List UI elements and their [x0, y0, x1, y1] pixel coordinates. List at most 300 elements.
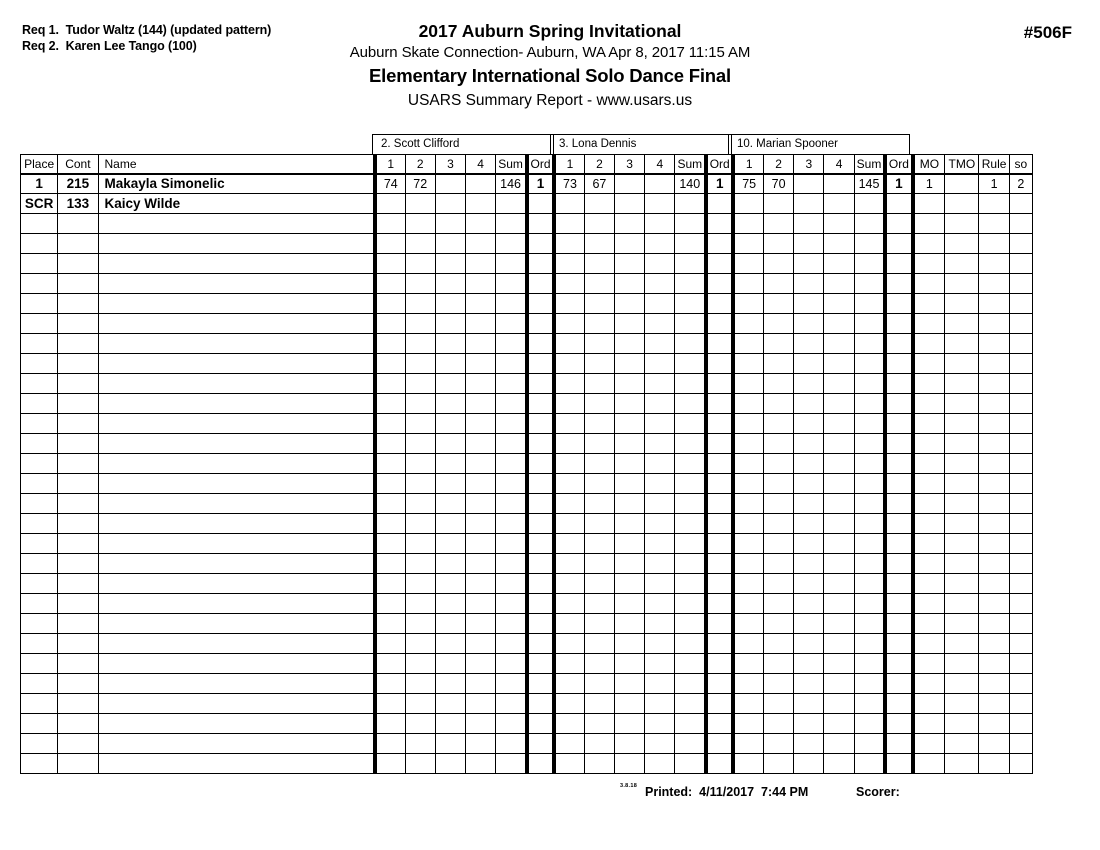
cell-tmo — [945, 634, 979, 654]
table-row-empty[interactable] — [21, 274, 1033, 294]
cell-judge1-mark1 — [375, 614, 405, 634]
column-header-so: so — [1009, 155, 1032, 174]
cell-cont: 133 — [58, 194, 98, 214]
cell-judge1-mark2 — [405, 474, 435, 494]
cell-judge3-mark2 — [764, 274, 794, 294]
cell-judge1-mark4 — [466, 574, 496, 594]
cell-place — [21, 534, 58, 554]
cell-tmo — [945, 434, 979, 454]
printed-timestamp: Printed: 4/11/2017 7:44 PM — [645, 785, 809, 799]
cell-judge2-mark2 — [584, 274, 614, 294]
cell-judge3-mark1 — [733, 294, 763, 314]
cell-judge1-mark2 — [405, 214, 435, 234]
cell-so — [1009, 294, 1032, 314]
cell-judge3-mark4 — [824, 174, 854, 194]
scorer-label: Scorer: — [856, 785, 900, 799]
cell-judge2-mark4 — [645, 514, 675, 534]
cell-judge2-mark3 — [615, 734, 645, 754]
cell-rule — [979, 754, 1009, 774]
cell-judge3-mark2 — [764, 254, 794, 274]
cell-judge2-mark1 — [554, 514, 584, 534]
cell-judge1-mark3 — [435, 694, 465, 714]
cell-judge1-mark1: 74 — [375, 174, 405, 194]
cell-judge2-sum — [675, 694, 706, 714]
cell-tmo — [945, 674, 979, 694]
cell-mo — [913, 254, 945, 274]
cell-judge1-mark1 — [375, 494, 405, 514]
cell-cont — [58, 214, 98, 234]
cell-name — [98, 234, 375, 254]
cell-judge2-mark1 — [554, 614, 584, 634]
column-header-judge3-mark1: 1 — [733, 155, 763, 174]
cell-judge1-mark3 — [435, 614, 465, 634]
cell-tmo — [945, 394, 979, 414]
cell-judge2-ord — [706, 274, 733, 294]
cell-judge1-sum — [496, 234, 527, 254]
column-header-judge3-mark4: 4 — [824, 155, 854, 174]
cell-judge1-sum — [496, 314, 527, 334]
cell-place — [21, 634, 58, 654]
cell-judge2-ord — [706, 694, 733, 714]
cell-place — [21, 594, 58, 614]
cell-judge1-sum — [496, 294, 527, 314]
cell-judge1-mark3 — [435, 594, 465, 614]
cell-judge3-sum — [854, 294, 885, 314]
cell-judge2-mark2 — [584, 574, 614, 594]
cell-judge1-mark1 — [375, 294, 405, 314]
table-row-empty[interactable] — [21, 514, 1033, 534]
cell-judge1-mark4 — [466, 414, 496, 434]
cell-judge2-sum — [675, 654, 706, 674]
cell-judge2-sum — [675, 454, 706, 474]
cell-mo — [913, 514, 945, 534]
table-row-empty[interactable] — [21, 534, 1033, 554]
table-row-empty[interactable] — [21, 574, 1033, 594]
cell-name — [98, 354, 375, 374]
table-row[interactable] — [21, 174, 1033, 194]
table-row-empty[interactable] — [21, 674, 1033, 694]
cell-judge1-mark1 — [375, 414, 405, 434]
cell-judge3-mark2 — [764, 334, 794, 354]
cell-judge2-mark2 — [584, 714, 614, 734]
cell-judge2-ord — [706, 334, 733, 354]
cell-judge1-mark1 — [375, 674, 405, 694]
table-row-empty[interactable] — [21, 634, 1033, 654]
cell-cont — [58, 734, 98, 754]
cell-judge3-mark1 — [733, 674, 763, 694]
cell-judge3-ord — [885, 194, 912, 214]
cell-judge3-mark2 — [764, 534, 794, 554]
cell-judge2-mark3 — [615, 414, 645, 434]
cell-mo — [913, 534, 945, 554]
cell-judge3-ord — [885, 654, 912, 674]
cell-mo — [913, 274, 945, 294]
cell-tmo — [945, 414, 979, 434]
cell-place — [21, 374, 58, 394]
cell-judge3-mark2 — [764, 714, 794, 734]
cell-judge1-mark1 — [375, 694, 405, 714]
table-row-empty[interactable] — [21, 394, 1033, 414]
cell-judge3-mark4 — [824, 574, 854, 594]
cell-tmo — [945, 534, 979, 554]
cell-judge1-mark3 — [435, 354, 465, 374]
table-row-empty[interactable] — [21, 454, 1033, 474]
cell-judge2-mark2 — [584, 434, 614, 454]
cell-name — [98, 674, 375, 694]
cell-judge1-mark4 — [466, 534, 496, 554]
cell-judge1-mark3 — [435, 734, 465, 754]
table-row[interactable] — [21, 194, 1033, 214]
table-row-empty[interactable] — [21, 334, 1033, 354]
cell-rule — [979, 674, 1009, 694]
cell-judge3-mark2 — [764, 354, 794, 374]
cell-judge1-mark4 — [466, 654, 496, 674]
cell-place — [21, 214, 58, 234]
table-row-empty[interactable] — [21, 714, 1033, 734]
cell-judge2-mark2 — [584, 354, 614, 374]
table-row-empty[interactable] — [21, 734, 1033, 754]
cell-mo — [913, 194, 945, 214]
cell-judge2-mark3 — [615, 294, 645, 314]
cell-judge3-mark2: 70 — [764, 174, 794, 194]
cell-judge1-ord — [527, 214, 554, 234]
cell-judge1-mark1 — [375, 314, 405, 334]
cell-cont — [58, 394, 98, 414]
cell-judge1-mark1 — [375, 254, 405, 274]
cell-judge3-mark1 — [733, 534, 763, 554]
cell-judge2-mark4 — [645, 254, 675, 274]
header-block — [0, 20, 1100, 112]
cell-place — [21, 234, 58, 254]
table-row-empty[interactable] — [21, 354, 1033, 374]
cell-tmo — [945, 214, 979, 234]
cell-judge1-ord — [527, 314, 554, 334]
cell-judge1-mark1 — [375, 554, 405, 574]
cell-judge1-sum — [496, 254, 527, 274]
column-header-judge3-sum: Sum — [854, 155, 885, 174]
cell-judge3-ord — [885, 374, 912, 394]
cell-judge3-sum — [854, 394, 885, 414]
cell-so — [1009, 454, 1032, 474]
cell-rule — [979, 194, 1009, 214]
cell-judge3-ord — [885, 234, 912, 254]
cell-judge3-mark1 — [733, 734, 763, 754]
cell-judge2-mark1 — [554, 494, 584, 514]
cell-judge2-mark1 — [554, 374, 584, 394]
cell-judge3-mark1 — [733, 714, 763, 734]
footer — [20, 784, 1033, 804]
cell-judge2-mark3 — [615, 554, 645, 574]
cell-judge1-ord — [527, 474, 554, 494]
column-header-place: Place — [21, 155, 58, 174]
cell-tmo — [945, 614, 979, 634]
cell-judge1-ord — [527, 654, 554, 674]
cell-judge3-sum — [854, 694, 885, 714]
cell-cont — [58, 254, 98, 274]
cell-judge3-sum — [854, 714, 885, 734]
cell-tmo — [945, 574, 979, 594]
cell-judge3-sum — [854, 314, 885, 334]
table-row-empty[interactable] — [21, 374, 1033, 394]
table-row-empty[interactable] — [21, 214, 1033, 234]
cell-judge1-mark1 — [375, 374, 405, 394]
cell-judge1-mark1 — [375, 574, 405, 594]
cell-judge2-ord — [706, 494, 733, 514]
cell-judge3-mark4 — [824, 394, 854, 414]
cell-cont — [58, 334, 98, 354]
cell-rule — [979, 394, 1009, 414]
cell-judge2-mark3 — [615, 234, 645, 254]
cell-mo — [913, 574, 945, 594]
cell-judge1-ord — [527, 674, 554, 694]
cell-judge3-mark4 — [824, 714, 854, 734]
cell-name — [98, 594, 375, 614]
cell-name — [98, 394, 375, 414]
cell-judge2-mark1 — [554, 234, 584, 254]
cell-cont — [58, 554, 98, 574]
cell-judge3-mark1 — [733, 194, 763, 214]
cell-judge3-mark4 — [824, 634, 854, 654]
cell-judge1-sum — [496, 374, 527, 394]
requirement-line: Req 2. Karen Lee Tango (100) — [22, 39, 197, 53]
cell-judge3-sum — [854, 274, 885, 294]
cell-judge3-mark4 — [824, 414, 854, 434]
cell-judge2-sum — [675, 354, 706, 374]
cell-judge1-ord — [527, 414, 554, 434]
cell-place: SCR — [21, 194, 58, 214]
cell-judge2-sum — [675, 334, 706, 354]
cell-judge3-sum — [854, 594, 885, 614]
cell-judge2-sum — [675, 494, 706, 514]
cell-judge2-mark4 — [645, 634, 675, 654]
cell-judge1-sum — [496, 554, 527, 574]
results-table — [20, 154, 1033, 774]
cell-judge3-mark4 — [824, 214, 854, 234]
cell-tmo — [945, 654, 979, 674]
cell-so — [1009, 654, 1032, 674]
column-header-judge3-mark3: 3 — [794, 155, 824, 174]
cell-judge1-mark3 — [435, 454, 465, 474]
cell-judge3-mark1 — [733, 414, 763, 434]
table-row-empty[interactable] — [21, 594, 1033, 614]
cell-judge2-mark4 — [645, 754, 675, 774]
cell-judge1-mark3 — [435, 334, 465, 354]
cell-so — [1009, 374, 1032, 394]
cell-judge3-mark2 — [764, 574, 794, 594]
cell-judge3-mark3 — [794, 174, 824, 194]
cell-judge3-ord — [885, 314, 912, 334]
cell-judge2-mark1 — [554, 454, 584, 474]
cell-judge1-mark2 — [405, 254, 435, 274]
cell-cont — [58, 694, 98, 714]
cell-judge3-mark3 — [794, 554, 824, 574]
cell-judge1-mark2 — [405, 714, 435, 734]
cell-judge3-mark3 — [794, 714, 824, 734]
table-row-empty[interactable] — [21, 754, 1033, 774]
cell-judge3-mark4 — [824, 374, 854, 394]
cell-judge1-mark1 — [375, 194, 405, 214]
table-row-empty[interactable] — [21, 474, 1033, 494]
cell-judge1-ord: 1 — [527, 174, 554, 194]
cell-judge3-sum — [854, 354, 885, 374]
cell-judge1-ord — [527, 494, 554, 514]
cell-judge3-sum — [854, 454, 885, 474]
cell-judge2-mark2 — [584, 194, 614, 214]
table-row-empty[interactable] — [21, 694, 1033, 714]
cell-judge3-ord — [885, 454, 912, 474]
cell-place — [21, 414, 58, 434]
table-row-empty[interactable] — [21, 294, 1033, 314]
cell-judge3-mark2 — [764, 214, 794, 234]
cell-rule — [979, 534, 1009, 554]
cell-judge1-sum — [496, 534, 527, 554]
cell-judge2-sum — [675, 314, 706, 334]
cell-judge2-mark4 — [645, 194, 675, 214]
table-row-empty[interactable] — [21, 554, 1033, 574]
cell-judge1-mark2 — [405, 734, 435, 754]
cell-rule — [979, 574, 1009, 594]
cell-judge3-sum — [854, 534, 885, 554]
cell-judge1-mark3 — [435, 674, 465, 694]
cell-tmo — [945, 554, 979, 574]
cell-mo — [913, 454, 945, 474]
cell-judge2-mark2 — [584, 694, 614, 714]
cell-so — [1009, 594, 1032, 614]
report-subtitle: USARS Summary Report - www.usars.us — [407, 92, 693, 109]
cell-judge3-mark4 — [824, 234, 854, 254]
cell-judge1-sum — [496, 654, 527, 674]
cell-judge2-mark2 — [584, 374, 614, 394]
cell-judge2-sum — [675, 634, 706, 654]
cell-judge1-mark4 — [466, 594, 496, 614]
competition-title: 2017 Auburn Spring Invitational — [418, 21, 682, 41]
cell-name — [98, 274, 375, 294]
cell-judge2-ord — [706, 394, 733, 414]
cell-judge3-ord — [885, 594, 912, 614]
cell-tmo — [945, 254, 979, 274]
cell-judge1-mark3 — [435, 234, 465, 254]
cell-name — [98, 734, 375, 754]
cell-judge2-mark2 — [584, 674, 614, 694]
table-header-row — [21, 155, 1033, 174]
cell-judge2-mark3 — [615, 314, 645, 334]
table-row-empty[interactable] — [21, 654, 1033, 674]
cell-judge1-mark1 — [375, 754, 405, 774]
cell-judge1-ord — [527, 434, 554, 454]
cell-judge2-ord — [706, 614, 733, 634]
cell-judge1-mark3 — [435, 654, 465, 674]
cell-judge2-sum — [675, 214, 706, 234]
cell-so — [1009, 314, 1032, 334]
cell-judge1-mark1 — [375, 214, 405, 234]
cell-judge1-mark2 — [405, 574, 435, 594]
cell-judge2-ord — [706, 354, 733, 374]
cell-cont — [58, 234, 98, 254]
cell-judge3-mark3 — [794, 694, 824, 714]
cell-judge1-mark2 — [405, 674, 435, 694]
table-row-empty[interactable] — [21, 314, 1033, 334]
cell-so — [1009, 194, 1032, 214]
cell-name — [98, 694, 375, 714]
cell-judge3-mark3 — [794, 734, 824, 754]
cell-tmo — [945, 294, 979, 314]
cell-judge3-ord — [885, 354, 912, 374]
cell-judge3-sum — [854, 494, 885, 514]
cell-judge2-ord — [706, 654, 733, 674]
cell-judge2-mark4 — [645, 334, 675, 354]
cell-judge3-sum — [854, 634, 885, 654]
cell-judge2-ord — [706, 214, 733, 234]
table-row-empty[interactable] — [21, 434, 1033, 454]
cell-judge1-mark4 — [466, 754, 496, 774]
cell-name — [98, 634, 375, 654]
cell-judge3-mark2 — [764, 554, 794, 574]
table-row-empty[interactable] — [21, 614, 1033, 634]
cell-judge1-ord — [527, 394, 554, 414]
cell-judge2-mark2 — [584, 734, 614, 754]
cell-judge2-sum — [675, 714, 706, 734]
cell-tmo — [945, 754, 979, 774]
cell-judge2-mark2 — [584, 334, 614, 354]
cell-judge1-ord — [527, 734, 554, 754]
cell-tmo — [945, 514, 979, 534]
cell-place — [21, 454, 58, 474]
table-row-empty[interactable] — [21, 494, 1033, 514]
cell-judge3-mark2 — [764, 754, 794, 774]
cell-judge3-mark3 — [794, 194, 824, 214]
cell-judge2-ord — [706, 534, 733, 554]
cell-judge1-mark3 — [435, 374, 465, 394]
cell-place — [21, 554, 58, 574]
cell-cont — [58, 454, 98, 474]
cell-judge2-ord — [706, 554, 733, 574]
cell-judge3-mark2 — [764, 414, 794, 434]
cell-judge3-ord — [885, 634, 912, 654]
cell-judge1-mark4 — [466, 354, 496, 374]
cell-judge2-mark3 — [615, 714, 645, 734]
cell-judge2-mark1 — [554, 274, 584, 294]
cell-judge3-mark1 — [733, 394, 763, 414]
cell-judge2-mark3 — [615, 534, 645, 554]
cell-judge1-ord — [527, 594, 554, 614]
cell-so — [1009, 554, 1032, 574]
cell-tmo — [945, 194, 979, 214]
cell-judge3-ord — [885, 334, 912, 354]
table-row-empty[interactable] — [21, 414, 1033, 434]
cell-mo — [913, 414, 945, 434]
cell-judge2-ord — [706, 434, 733, 454]
cell-judge3-mark2 — [764, 514, 794, 534]
cell-judge1-sum — [496, 274, 527, 294]
cell-judge2-mark3 — [615, 394, 645, 414]
cell-judge2-mark4 — [645, 454, 675, 474]
cell-judge1-sum — [496, 754, 527, 774]
cell-judge2-mark3 — [615, 674, 645, 694]
cell-name: Makayla Simonelic — [98, 174, 375, 194]
cell-cont — [58, 634, 98, 654]
cell-rule — [979, 434, 1009, 454]
table-row-empty[interactable] — [21, 254, 1033, 274]
table-row-empty[interactable] — [21, 234, 1033, 254]
cell-judge1-mark1 — [375, 454, 405, 474]
cell-judge1-mark1 — [375, 434, 405, 454]
cell-judge3-ord — [885, 674, 912, 694]
cell-judge2-ord — [706, 474, 733, 494]
cell-rule — [979, 274, 1009, 294]
cell-judge2-mark4 — [645, 654, 675, 674]
cell-judge2-mark4 — [645, 594, 675, 614]
cell-judge1-mark2: 72 — [405, 174, 435, 194]
